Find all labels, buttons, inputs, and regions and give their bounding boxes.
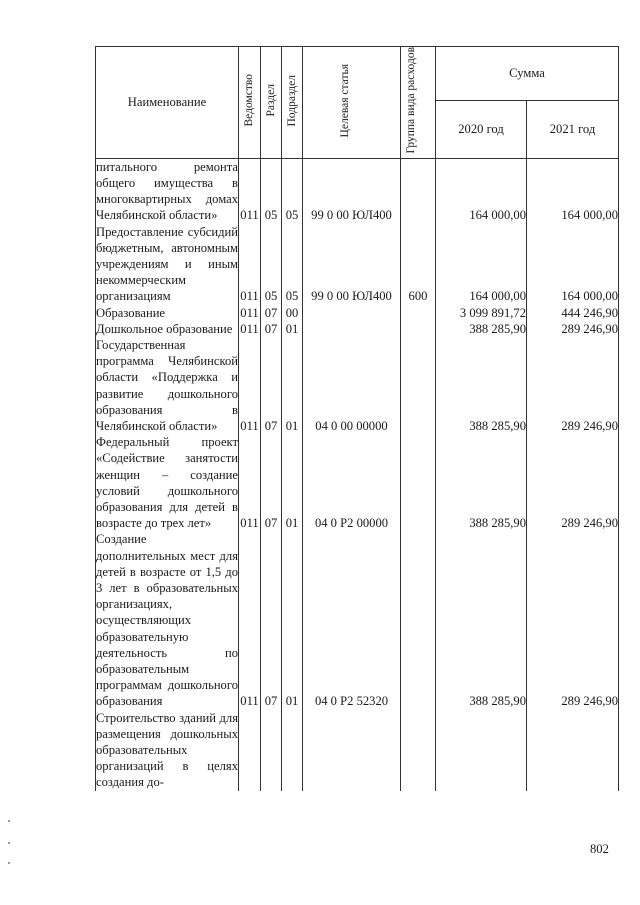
- row-podrazdel: 05: [282, 158, 303, 223]
- header-celevaya-statya: Целевая статья: [303, 47, 401, 159]
- row-vedomstvo: 011: [239, 531, 261, 709]
- row-razdel: 05: [261, 224, 282, 305]
- row-podrazdel: 01: [282, 337, 303, 434]
- row-name: Дошкольное образование: [96, 321, 239, 337]
- row-name: Создание дополнительных мест для детей в возрасте от 1,5 до 3 лет в образовательных организациях, осуществляющих образовательную деятельность по образовательным программам дошкольного образования: [96, 532, 238, 709]
- row-sum-2021: 289 246,90: [527, 531, 619, 709]
- row-sum-2021: 289 246,90: [527, 434, 619, 531]
- budget-table: [95, 46, 619, 791]
- row-sum-2020: 388 285,90: [436, 531, 527, 709]
- row-sum-2021: 289 246,90: [527, 337, 619, 434]
- row-name: Предоставление субсидий бюджетным, автономным учреждениям и иным некоммерческим организациям: [96, 224, 238, 304]
- row-vedomstvo: 011: [239, 337, 261, 434]
- row-name: Строительство зданий для размещения дошкольных образовательных организаций в целях создания до-: [96, 710, 238, 790]
- row-podrazdel: 05: [282, 224, 303, 305]
- page-number: 802: [590, 842, 609, 856]
- header-year-2020: 2020 год: [436, 101, 527, 159]
- row-sum-2021: 444 246,90: [527, 305, 619, 321]
- row-sum-2020: 3 099 891,72: [436, 305, 527, 321]
- table-row: [96, 321, 619, 337]
- row-vid-rashodov: [401, 158, 436, 223]
- row-podrazdel: 01: [282, 531, 303, 709]
- row-sum-2021: [527, 710, 619, 791]
- header-gruppa-vida-rashodov: Группа вида расходов: [401, 47, 436, 159]
- row-celevaya-statya: 04 0 P2 00000: [303, 434, 401, 531]
- row-sum-2021: 164 000,00: [527, 224, 619, 305]
- row-vedomstvo: 011: [239, 224, 261, 305]
- table-row: [96, 434, 619, 531]
- row-sum-2020: [436, 710, 527, 791]
- header-year-2021: 2021 год: [527, 101, 619, 159]
- row-name: Государственная программа Челябинской области «Поддержка и развитие дошкольного образования в Челябинской области»: [96, 337, 238, 433]
- table-header: [96, 47, 619, 159]
- table-row: [96, 337, 619, 434]
- table-row: [96, 158, 619, 223]
- row-name: Образование: [96, 305, 239, 321]
- row-sum-2020: 388 285,90: [436, 337, 527, 434]
- row-vid-rashodov: 600: [401, 224, 436, 305]
- row-podrazdel: 01: [282, 434, 303, 531]
- row-vedomstvo: 011: [240, 305, 259, 320]
- row-vid-rashodov: [401, 531, 436, 709]
- margin-scan-mark: [8, 842, 10, 844]
- row-celevaya-statya: 99 0 00 ЮЛ400: [303, 158, 401, 223]
- row-vedomstvo: 011: [240, 321, 259, 336]
- header-summa: Сумма: [436, 47, 619, 101]
- row-razdel: 07: [261, 434, 282, 531]
- row-vid-rashodov: [401, 434, 436, 531]
- row-name: питального ремонта общего имущества в многоквартирных домах Челябинской области»: [96, 159, 238, 223]
- table-row: [96, 305, 619, 321]
- row-razdel: [261, 710, 282, 791]
- row-sum-2020: 388 285,90: [436, 321, 527, 337]
- row-vid-rashodov: [401, 710, 436, 791]
- row-vid-rashodov: [401, 337, 436, 434]
- row-celevaya-statya: [303, 710, 401, 791]
- row-sum-2020: 388 285,90: [436, 434, 527, 531]
- row-name: Федеральный проект «Содействие занятости женщин – создание условий дошкольного образования для детей в возрасте до трех лет»: [96, 435, 238, 531]
- table-row: [96, 710, 619, 791]
- row-celevaya-statya: [303, 305, 401, 321]
- row-celevaya-statya: 99 0 00 ЮЛ400: [303, 224, 401, 305]
- row-celevaya-statya: 04 0 P2 52320: [303, 531, 401, 709]
- row-podrazdel: [282, 710, 303, 791]
- row-razdel: 07: [261, 531, 282, 709]
- row-razdel: 05: [261, 158, 282, 223]
- row-razdel: 07: [261, 321, 282, 337]
- row-vedomstvo: [239, 710, 261, 791]
- margin-scan-mark: [8, 820, 10, 822]
- row-vid-rashodov: [401, 305, 436, 321]
- row-celevaya-statya: [303, 321, 401, 337]
- table-row: [96, 224, 619, 305]
- row-podrazdel: 01: [282, 321, 303, 337]
- row-sum-2020: 164 000,00: [436, 224, 527, 305]
- row-razdel: 07: [261, 337, 282, 434]
- row-sum-2020: 164 000,00: [436, 158, 527, 223]
- row-podrazdel: 00: [282, 305, 303, 321]
- header-name: Наименование: [96, 47, 239, 159]
- row-vedomstvo: 011: [239, 158, 261, 223]
- header-razdel: Раздел: [261, 47, 282, 159]
- row-sum-2021: 164 000,00: [527, 158, 619, 223]
- margin-scan-mark: [8, 862, 10, 864]
- row-razdel: 07: [261, 305, 282, 321]
- row-vid-rashodov: [401, 321, 436, 337]
- row-vedomstvo: 011: [239, 434, 261, 531]
- row-sum-2021: 289 246,90: [527, 321, 619, 337]
- header-vedomstvo: Ведомство: [239, 47, 261, 159]
- table-row: [96, 531, 619, 709]
- header-podrazdel: Подраздел: [282, 47, 303, 159]
- table-body: [96, 158, 619, 790]
- row-celevaya-statya: 04 0 00 00000: [303, 337, 401, 434]
